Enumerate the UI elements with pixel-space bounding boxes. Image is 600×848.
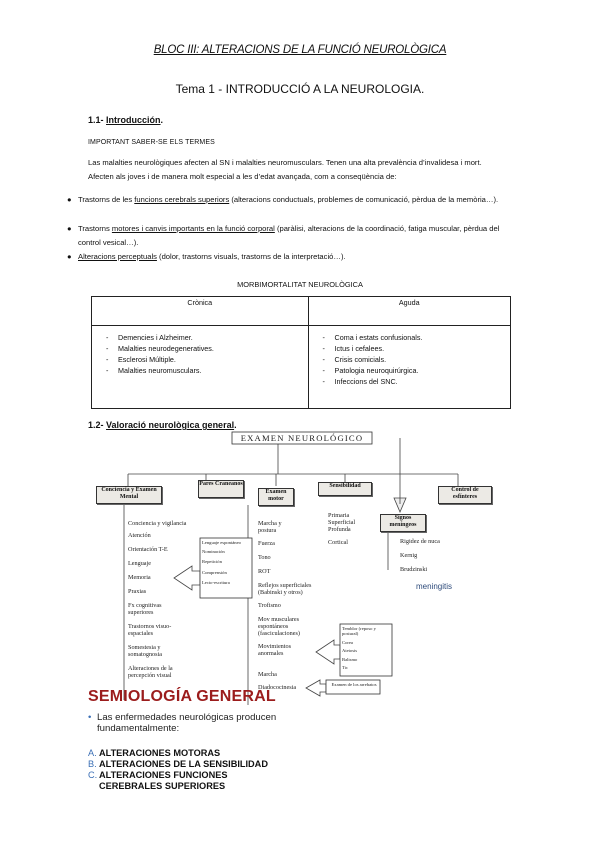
bullet-text: (paràlisi, alteracions de la coordinació, fatiga muscular, pèrdua del control vesical…). xyxy=(78,224,500,247)
intro-paragraph-1: Las malalties neurològiques afecten al SN i malalties neuromusculars. Tenen una alta prevalència d’invalidesa i mort. xyxy=(88,158,482,167)
list-item: Trofismo xyxy=(258,602,281,609)
list-item: Atención xyxy=(128,532,151,539)
list-item: Trastornos visuo-espaciales xyxy=(128,623,172,637)
meningitis-note: meningitis xyxy=(416,582,453,591)
list-item: Balismo xyxy=(342,656,358,662)
list-item: Alteraciones de la percepción visual xyxy=(128,665,173,679)
list-item: - Infeccions del SNC. xyxy=(309,376,510,387)
mov-list xyxy=(342,626,392,670)
important-note: IMPORTANT SABER-SE ELS TERMES xyxy=(88,139,215,146)
list-item: Reflejos superficiales (Babinski y otros) xyxy=(258,582,312,596)
bullet-dot-icon: • xyxy=(88,712,92,723)
bullet-item xyxy=(67,222,518,249)
list-item: Somestesia y somatognosia xyxy=(128,644,163,658)
box-sensibilidad: Sensibilidad xyxy=(318,482,372,496)
signos-list xyxy=(400,538,480,573)
list-item: - Malalties neurodegeneratives. xyxy=(92,343,308,354)
list-item: Repetición xyxy=(202,559,222,565)
list-item: - Demencies i Alzheimer. xyxy=(92,332,308,343)
list-item: Kernig xyxy=(400,552,418,559)
list-item: - Patologia neuroquirúrgica. xyxy=(309,365,510,376)
doc-title: BLOC III: ALTERACIONS DE LA FUNCIÓ NEUROLÒGICA xyxy=(153,44,447,56)
bullet-underlined: motores i canvis importants en la funció corporal xyxy=(111,224,275,233)
list-item: - Ictus i cefalees. xyxy=(309,343,510,354)
item-letter: A. xyxy=(88,748,97,758)
motor-list xyxy=(258,520,328,691)
lenguaje-list xyxy=(202,540,252,586)
list-item: Conciencia y vigilancia xyxy=(128,520,187,527)
list-item: Orientación T-E xyxy=(128,546,168,553)
item-text: ALTERACIONES DE LA SENSIBILIDAD xyxy=(99,759,268,770)
bullet-dot-icon: ● xyxy=(67,195,72,204)
item-letter: B. xyxy=(88,759,97,770)
semiologia-title: SEMIOLOGÍA GENERAL xyxy=(88,688,276,705)
item-text: ALTERACIONES FUNCIONES CEREBRALES SUPERIORES xyxy=(99,770,228,791)
conciencia-list xyxy=(128,520,198,679)
list-item xyxy=(88,759,278,769)
semiologia-item xyxy=(88,748,278,791)
bullet-item xyxy=(67,250,518,264)
morbi-chronic-cell xyxy=(92,326,309,409)
section-2-suffix: . xyxy=(234,420,237,430)
list-item xyxy=(88,770,278,790)
list-item: Atetosis xyxy=(342,648,358,654)
bullet-text: Trastorns de les xyxy=(78,195,135,204)
section-1-suffix: . xyxy=(160,115,164,125)
list-item: Lecto-escritura xyxy=(202,580,230,586)
item-letter: C. xyxy=(88,770,98,781)
box-motor: Examen motor xyxy=(258,488,294,506)
section-1-title: Introducción xyxy=(106,115,161,125)
intro-paragraph-2: Afecten als joves i de manera molt especial a les d’edat avançada, com a conseqüència de: xyxy=(88,172,397,181)
section-1-number: 1.1- xyxy=(88,115,104,125)
box-signos: Signos meníngeos xyxy=(380,514,426,532)
list-item: - Malalties neuromusculars. xyxy=(92,365,308,376)
marcha-box-text: Examen de los arrebatos xyxy=(331,682,377,687)
semiologia-bullet-text: Las enfermedades neurológicas producen fundamentalmente: xyxy=(97,712,277,734)
diagram-title: EXAMEN NEUROLÓGICO xyxy=(240,433,364,443)
bullet-text: (alteracions conductuals, problemes de comunicació, pèrdua de la memòria…). xyxy=(229,195,499,204)
list-item: Primaria Superficial Profunda xyxy=(328,512,356,533)
list-item: Nominación xyxy=(202,548,225,554)
neuro-exam-diagram xyxy=(88,430,500,712)
bullet-text: (dolor, trastorns visuals, trastorns de la interpretació…). xyxy=(156,252,346,261)
list-item: Movimientos anormales xyxy=(258,643,292,657)
section-2-title: Valoració neurològica general xyxy=(106,420,235,430)
list-item: - Esclerosi Múltiple. xyxy=(92,354,308,365)
box-control: Control de esfínteres xyxy=(438,486,492,504)
box-pares: Pares Craneanos xyxy=(198,480,244,498)
list-item: Diadococinesia xyxy=(258,684,297,691)
bullet-underlined: Alteracions perceptuals xyxy=(78,252,157,261)
sens-list xyxy=(328,512,378,546)
list-item: - Coma i estats confusionals. xyxy=(309,332,510,343)
list-item: Comprensión xyxy=(202,569,227,575)
section-2-number: 1.2- xyxy=(88,420,104,430)
bullet-text: Trastorns xyxy=(78,224,112,233)
list-item: Corea xyxy=(342,639,353,645)
bullet-item xyxy=(67,193,518,207)
list-item: Brudzinski xyxy=(400,566,428,573)
list-item: Lenguaje xyxy=(128,560,152,567)
section-2-heading xyxy=(88,420,237,430)
list-item: Marcha y postura xyxy=(258,520,282,534)
morbi-table xyxy=(91,296,511,409)
semiologia-bullet xyxy=(88,713,277,735)
list-item: Mov musculares espontáneos (fasciculaciones) xyxy=(258,616,300,637)
bullet-underlined: funcions cerebrals superiors xyxy=(134,195,230,204)
list-item: Lenguaje espontáneo xyxy=(202,540,241,545)
tema-title: Tema 1 - INTRODUCCIÓ A LA NEUROLOGIA. xyxy=(175,82,425,96)
list-item: ROT xyxy=(258,568,271,575)
bullet-dot-icon: ● xyxy=(67,224,72,233)
list-item: Memoria xyxy=(128,574,151,581)
section-1-heading xyxy=(88,115,163,125)
item-text: ALTERACIONES MOTORAS xyxy=(99,748,221,758)
morbi-col-chronic: Crònica xyxy=(92,297,309,326)
morbi-heading: MORBIMORTALITAT NEUROLÒGICA xyxy=(237,280,363,289)
bullet-dot-icon: ● xyxy=(67,252,72,261)
list-item: Tic xyxy=(342,665,348,671)
list-item xyxy=(88,748,278,758)
list-item: Rigidez de nuca xyxy=(400,538,440,545)
box-conciencia: Conciencia y Examen Mental xyxy=(96,486,162,504)
list-item: Fuerza xyxy=(258,540,275,547)
list-item: Temblor (reposo y postural) xyxy=(342,626,376,637)
list-item: Fx cognitivas superiores xyxy=(128,602,162,616)
morbi-col-acute: Aguda xyxy=(308,297,510,326)
list-item: Praxias xyxy=(128,588,147,595)
list-item: Marcha xyxy=(258,671,277,678)
list-item: Cortical xyxy=(328,539,348,546)
list-item: Tono xyxy=(258,554,271,561)
list-item: - Crisis comicials. xyxy=(309,354,510,365)
morbi-acute-cell xyxy=(308,326,510,409)
